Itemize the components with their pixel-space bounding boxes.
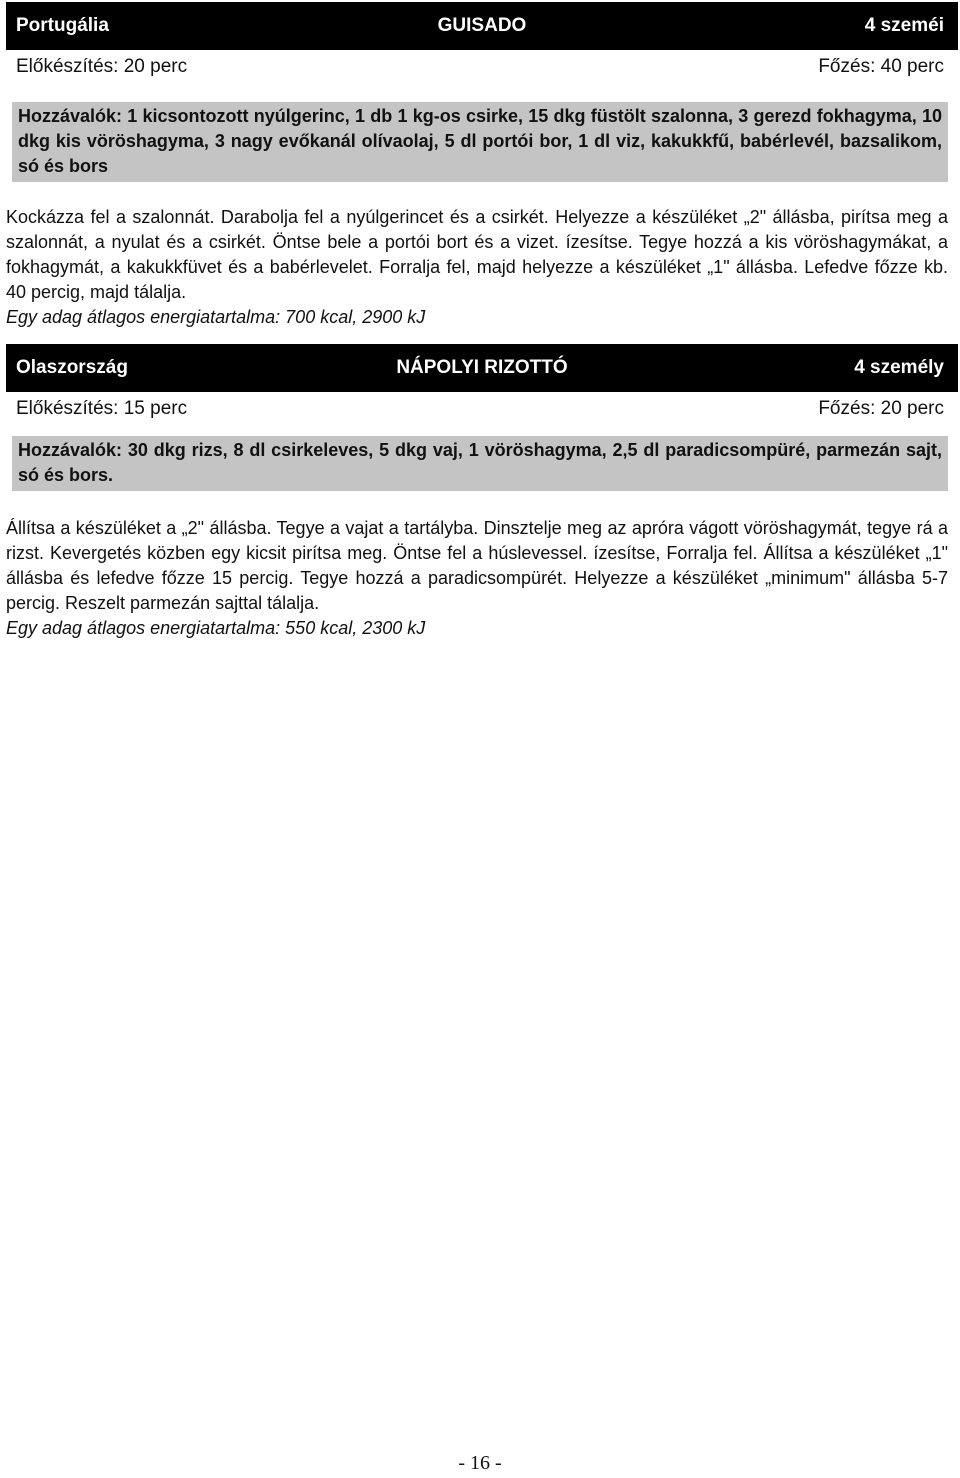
recipe-times xyxy=(6,392,958,426)
prep-time: Előkészítés: 20 perc xyxy=(16,56,188,77)
recipe-country: Portugália xyxy=(16,15,109,36)
recipe-header xyxy=(6,344,958,392)
page-number: - 16 - xyxy=(458,1452,502,1474)
ingredients-box: Hozzávalók: 1 kicsontozott nyúlgerinc, 1 db 1 kg-os csirke, 15 dkg füstölt szalonna, 3 gerezd fokhagyma, 10 dkg kis vöröshagyma, 3 nagy evőkanál olívaolaj, 5 dl portói bor, 1 dl viz, kakukkfű, babérlevél, bazsalikom, só és bors xyxy=(12,102,948,182)
recipe-napolyi-rizotto xyxy=(6,344,958,641)
recipe-country: Olaszország xyxy=(16,357,128,378)
recipe-times xyxy=(6,50,958,84)
cook-time: Főzés: 40 perc xyxy=(818,56,944,77)
recipe-servings: 4 szeméi xyxy=(864,15,944,36)
energy-info: Egy adag átlagos energiatartalma: 700 kcal, 2900 kJ xyxy=(6,307,426,327)
cook-time: Főzés: 20 perc xyxy=(818,398,944,419)
recipe-method xyxy=(6,205,958,330)
recipe-servings: 4 személy xyxy=(854,357,944,378)
recipe-guisado xyxy=(6,2,958,330)
recipe-method xyxy=(6,516,958,641)
method-text: Állítsa a készüléket a „2" állásba. Tegye a vajat a tartályba. Dinsztelje meg az apróra vágott vöröshagymát, tegye rá a rizst. Kevergetés közben egy kicsit pirítsa meg. Öntse fel a húslevessel. ízesítse, Forralja fel. Állítsa a készüléket „1" állásba és lefedve főzze 15 percig. Tegye hozzá a paradicsompürét. Helyezze a készüléket „minimum" állásba 5-7 percig. Reszelt parmezán sajttal tálalja. xyxy=(6,518,948,613)
method-text: Kockázza fel a szalonnát. Darabolja fel a nyúlgerincet és a csirkét. Helyezze a készüléket „2" állásba, pirítsa meg a szalonnát, a nyulat és a csirkét. Öntse bele a portói bort és a vizet. ízesítse. Tegye hozzá a kis vöröshagymákat, a fokhagymát, a kakukkfüvet és a babérlevelet. Forralja fel, majd helyezze a készüléket „1" állásba. Lefedve főzze kb. 40 percig, majd tálalja. xyxy=(6,207,948,302)
energy-info: Egy adag átlagos energiatartalma: 550 kcal, 2300 kJ xyxy=(6,618,426,638)
ingredients-box: Hozzávalók: 30 dkg rizs, 8 dl csirkeleves, 5 dkg vaj, 1 vöröshagyma, 2,5 dl paradicsompüré, parmezán sajt, só és bors. xyxy=(12,436,948,491)
recipe-header xyxy=(6,2,958,50)
recipe-title: NÁPOLYI RIZOTTÓ xyxy=(396,357,568,378)
recipe-title: GUISADO xyxy=(437,15,527,36)
prep-time: Előkészítés: 15 perc xyxy=(16,398,188,419)
